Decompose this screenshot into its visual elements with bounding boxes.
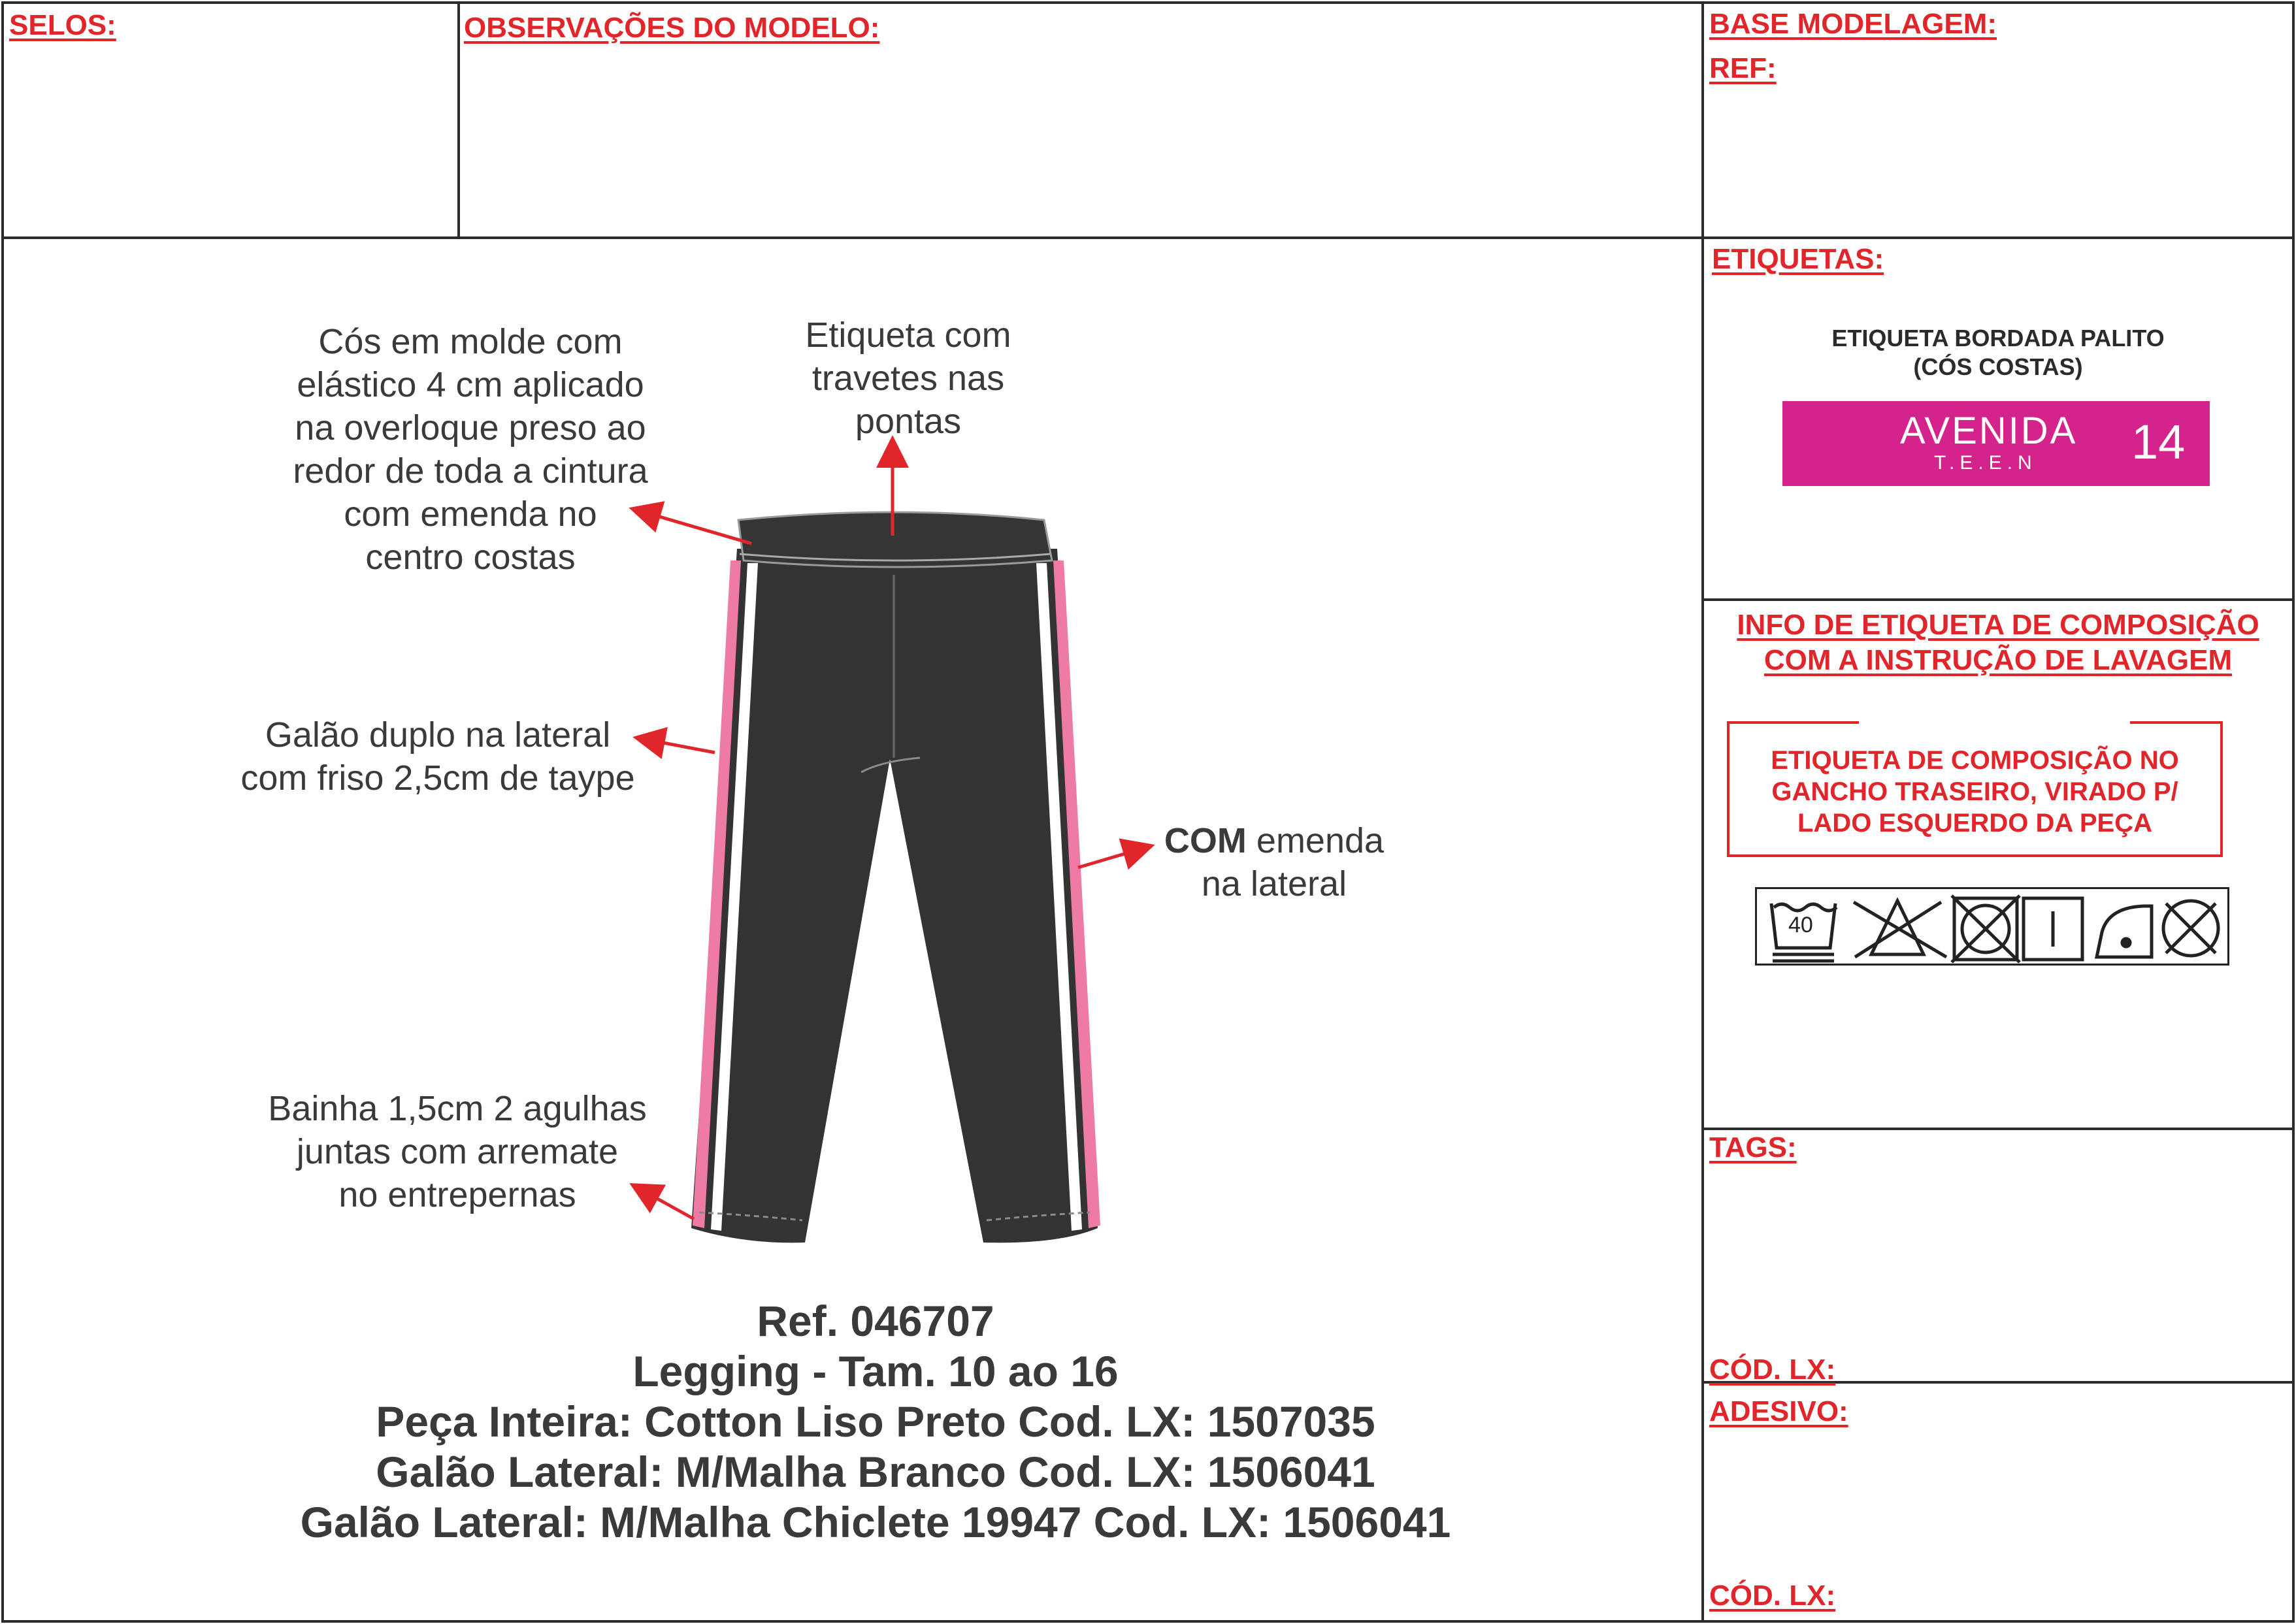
annotation-bainha: [235, 1087, 680, 1216]
tags-box: [1701, 1128, 2295, 1384]
annotation-etiqueta-line: pontas: [855, 402, 962, 441]
tags-label: TAGS:: [1709, 1131, 1797, 1163]
base-modelagem-label: BASE MODELAGEM:: [1709, 8, 1997, 40]
etiqueta-bordada-line1: ETIQUETA BORDADA PALITO: [1831, 325, 2165, 351]
care-symbols-strip: [1755, 887, 2229, 966]
annotation-etiqueta: [745, 314, 1072, 443]
annotation-com-rest: emenda: [1246, 821, 1385, 860]
annotation-com-line1: [1143, 819, 1405, 862]
annotation-bainha-line: Bainha 1,5cm 2 agulhas: [268, 1089, 647, 1128]
annotation-com-bold: COM: [1164, 821, 1247, 860]
annotation-cos-line: redor de toda a cintura: [293, 451, 648, 491]
brand-sub: T.E.E.N: [1934, 452, 2037, 474]
annotation-cos-line: centro costas: [365, 538, 576, 577]
annotation-galao-line: com friso 2,5cm de taype: [240, 758, 635, 798]
hang-dry-icon: [2024, 898, 2082, 960]
composicao-text: [1728, 745, 2222, 839]
annotation-cos: [248, 320, 693, 579]
annotation-bainha-line: no entrepernas: [338, 1175, 576, 1214]
adesivo-label: ADESIVO:: [1709, 1395, 1848, 1427]
selos-label: SELOS:: [9, 9, 116, 41]
spec-line3: Galão Lateral: M/Malha Chiclete 19947 Cod. LX: 1506041: [300, 1498, 1451, 1546]
annotation-bainha-line: juntas com arremate: [296, 1132, 619, 1171]
spec-line1: Peça Inteira: Cotton Liso Preto Cod. LX: 1507035: [376, 1397, 1375, 1446]
spec-model: Legging - Tam. 10 ao 16: [632, 1347, 1119, 1395]
annotation-cos-line: Cós em molde com: [318, 322, 623, 361]
brand-label: [1782, 401, 2210, 486]
annotation-cos-line: elástico 4 cm aplicado: [297, 365, 644, 404]
info-title-line1: INFO DE ETIQUETA DE COMPOSIÇÃO: [1737, 609, 2259, 641]
composicao-line2: GANCHO TRASEIRO, VIRADO P/: [1771, 777, 2178, 806]
adesivo-cod-label: CÓD. LX:: [1709, 1580, 1836, 1612]
annotation-cos-line: com emenda no: [344, 495, 597, 534]
no-dry-clean-icon: [2163, 901, 2218, 956]
composicao-line3: LADO ESQUERDO DA PEÇA: [1797, 809, 2152, 837]
brand-name: AVENIDA: [1900, 410, 2078, 452]
composicao-box: [1701, 598, 2295, 1130]
spec-ref: Ref. 046707: [757, 1297, 994, 1345]
wash-temp: 40: [1788, 913, 1813, 937]
brand-number: 14: [2131, 415, 2186, 469]
no-tumble-dry-icon: [1952, 896, 2020, 962]
annotation-com-emenda: [1143, 819, 1405, 905]
info-composicao-title: [1701, 608, 2295, 678]
annotation-etiqueta-line: Etiqueta com: [805, 316, 1011, 355]
annotation-cos-line: na overloque preso ao: [295, 408, 646, 447]
iron-low-icon: [2097, 906, 2152, 957]
tags-cod-label: CÓD. LX:: [1709, 1354, 1836, 1386]
observacoes-label: OBSERVAÇÕES DO MODELO:: [464, 12, 880, 44]
etiqueta-bordada-line2: (CÓS COSTAS): [1913, 353, 2083, 380]
annotation-galao: [209, 713, 666, 800]
no-bleach-icon: [1854, 901, 1946, 957]
annotation-galao-line: Galão duplo na lateral: [265, 715, 611, 755]
etiqueta-bordada-text: [1701, 324, 2295, 382]
composicao-line1: ETIQUETA DE COMPOSIÇÃO NO: [1771, 746, 2179, 775]
spec-line2: Galão Lateral: M/Malha Branco Cod. LX: 1506041: [376, 1448, 1375, 1496]
annotation-com-line2: na lateral: [1201, 864, 1347, 903]
ref-label: REF:: [1709, 52, 1777, 84]
etiquetas-label: ETIQUETAS:: [1712, 243, 1884, 275]
info-title-line2: COM A INSTRUÇÃO DE LAVAGEM: [1763, 644, 2233, 676]
annotation-etiqueta-line: travetes nas: [812, 359, 1005, 398]
